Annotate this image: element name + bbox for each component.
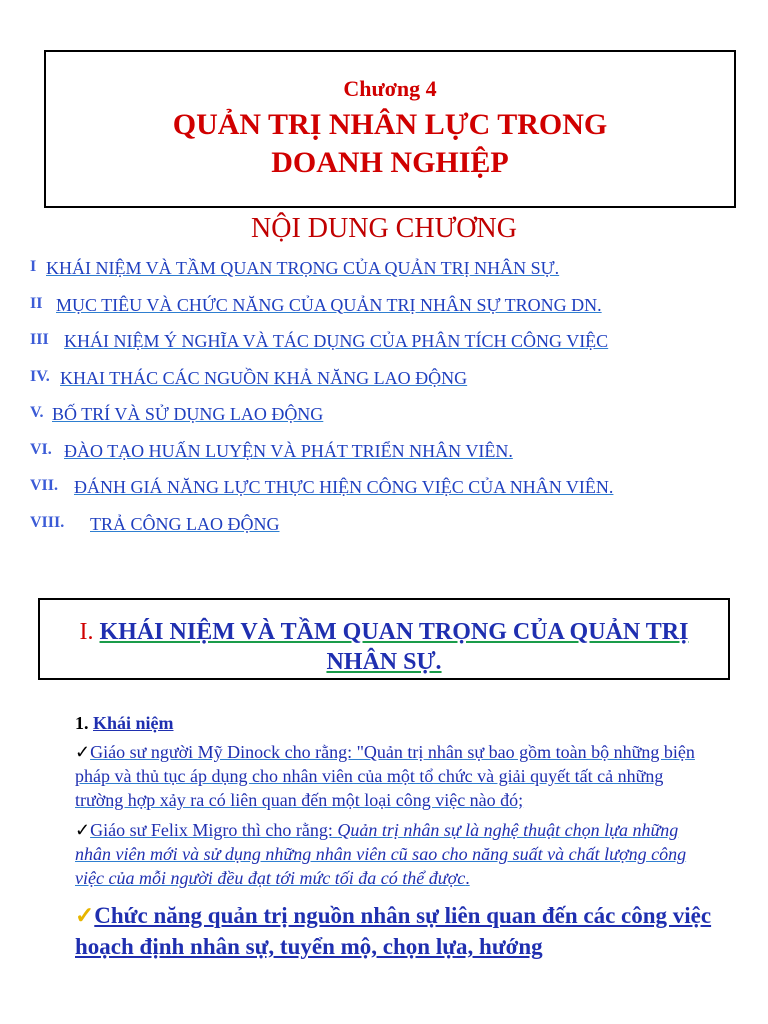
section-title-link-cont[interactable]: NHÂN SỰ. — [326, 649, 442, 675]
toc-item-number: III — [30, 331, 49, 348]
section-title-box — [38, 598, 730, 680]
toc-item-number: VII. — [30, 477, 59, 494]
toc-item-number: IV. — [30, 367, 50, 385]
toc-item[interactable] — [30, 295, 750, 332]
contents-heading: NỘI DUNG CHƯƠNG — [251, 213, 517, 244]
section-title-line1 — [40, 617, 728, 647]
chapter-title — [46, 106, 734, 182]
toc-item-link[interactable]: KHAI THÁC CÁC NGUỒN KHẢ NĂNG LAO ĐỘNG — [60, 367, 468, 388]
subsection-number: 1. — [75, 713, 89, 733]
checkmark-icon: ✓ — [75, 742, 91, 762]
toc-item-number: II — [30, 294, 43, 312]
function-paragraph — [75, 900, 715, 962]
toc-item[interactable] — [30, 514, 750, 551]
definition-paragraph-migro — [75, 818, 715, 890]
toc-item-number: I — [30, 258, 37, 275]
toc-item-link[interactable]: MỤC TIÊU VÀ CHỨC NĂNG CỦA QUẢN TRỊ NHÂN SỰ TRONG DN. — [56, 294, 602, 315]
toc-item-link[interactable]: KHÁI NIỆM VÀ TẦM QUAN TRỌNG CỦA QUẢN TRỊ NHÂN SỰ. — [46, 258, 560, 278]
section-content — [75, 713, 715, 962]
toc-item-number: VIII. — [30, 513, 65, 531]
toc-item[interactable] — [30, 404, 750, 441]
function-paragraph-text[interactable]: Chức năng quản trị nguồn nhân sự liên quan đến các công việc hoạch định nhân sự, tuyển mộ, chọn lựa, hướng — [75, 903, 712, 959]
subsection-heading — [75, 713, 715, 734]
section-roman-numeral: I. — [79, 619, 94, 645]
toc-item[interactable] — [30, 258, 750, 295]
toc-item[interactable] — [30, 441, 750, 478]
toc-item-number: VI. — [30, 440, 52, 458]
toc-item[interactable] — [30, 331, 750, 368]
chapter-title-line1: QUẢN TRỊ NHÂN LỰC TRONG — [172, 108, 608, 141]
toc-item[interactable] — [30, 368, 750, 405]
toc-item-link[interactable]: ĐÁNH GIÁ NĂNG LỰC THỰC HIỆN CÔNG VIỆC CỦA NHÂN VIÊN. — [74, 477, 614, 497]
definition-paragraph-dinock — [75, 740, 715, 812]
toc-item-link[interactable]: BỐ TRÍ VÀ SỬ DỤNG LAO ĐỘNG — [52, 404, 324, 424]
toc-item[interactable] — [30, 477, 750, 514]
section-title-link[interactable]: KHÁI NIỆM VÀ TẦM QUAN TRỌNG CỦA QUẢN TRỊ — [99, 619, 689, 645]
checkmark-icon: ✓ — [75, 903, 95, 928]
section-title-line2 — [40, 647, 728, 677]
paragraph-lead[interactable]: Giáo sư Felix Migro thì cho rằng: — [90, 820, 338, 840]
paragraph-quote[interactable]: Quản trị nhân sự là nghệ thuật chọn lựa những nhân viên mới và sử dụng những nhân viên cũ sao cho năng suất và chất lượng công việc của mỗi người đều đạt tới mức tối đa có thể được — [75, 820, 687, 888]
toc-item-link[interactable]: ĐÀO TẠO HUẤN LUYỆN VÀ PHÁT TRIỂN NHÂN VIÊN. — [64, 440, 513, 461]
table-of-contents — [30, 258, 750, 550]
subsection-title[interactable]: Khái niệm — [93, 713, 174, 733]
toc-item-number: V. — [30, 404, 44, 421]
chapter-title-line2: DOANH NGHIỆP — [271, 146, 509, 179]
paragraph-end: . — [465, 868, 470, 888]
chapter-label: Chương 4 — [343, 76, 437, 101]
toc-item-link[interactable]: KHÁI NIỆM Ý NGHĨA VÀ TÁC DỤNG CỦA PHÂN TÍCH CÔNG VIỆC — [64, 331, 609, 351]
checkmark-icon: ✓ — [75, 820, 91, 840]
chapter-title-box — [44, 50, 736, 208]
toc-item-link[interactable]: TRẢ CÔNG LAO ĐỘNG — [90, 513, 280, 534]
paragraph-text[interactable]: Giáo sư người Mỹ Dinock cho rằng: "Quản trị nhân sự bao gồm toàn bộ những biện pháp và thủ tục áp dụng cho nhân viên của một tổ chức và giải quyết tất cả những trường hợp xảy ra có liên quan đến một loại công việc nào đó; — [75, 742, 695, 810]
